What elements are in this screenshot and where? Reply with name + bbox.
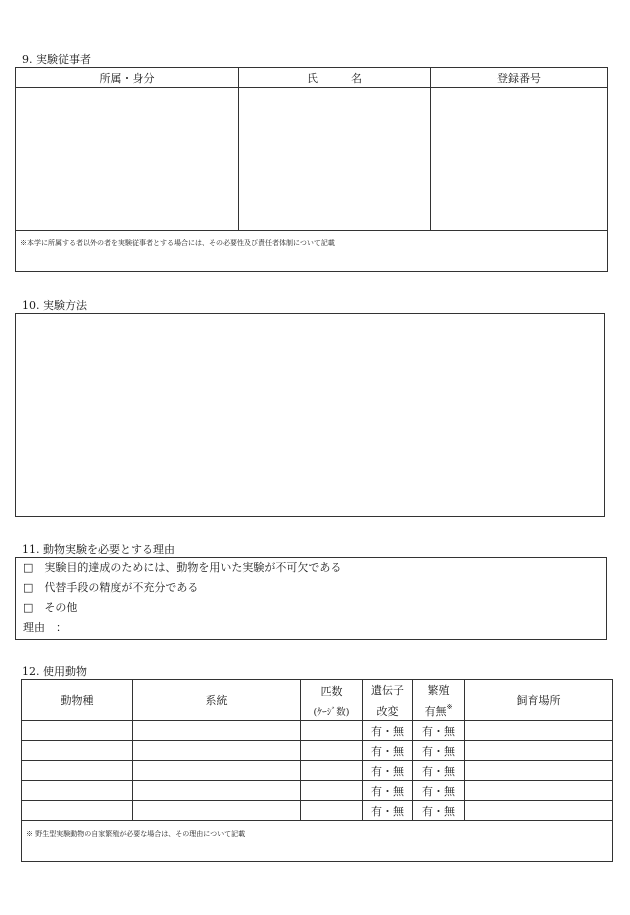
animals-table	[21, 679, 613, 862]
species-cell[interactable]	[22, 721, 133, 741]
species-cell[interactable]	[22, 781, 133, 801]
reason-text-label: 理由 ：	[23, 621, 67, 634]
breeding-choice[interactable]: 有・無	[413, 781, 465, 801]
count-cell[interactable]	[301, 761, 363, 781]
method-input-box[interactable]	[15, 313, 605, 517]
count-cell[interactable]	[301, 781, 363, 801]
staff-note-cell[interactable]	[16, 231, 608, 272]
animals-header-strain: 系統	[133, 680, 301, 721]
table-row	[22, 721, 613, 741]
table-row	[22, 801, 613, 821]
count-cell[interactable]	[301, 801, 363, 821]
animals-header-breeding	[413, 680, 465, 721]
species-cell[interactable]	[22, 801, 133, 821]
breeding-header-line2: 有無	[424, 704, 447, 718]
breeding-choice[interactable]: 有・無	[413, 761, 465, 781]
section-12-title: 12. 使用動物	[22, 665, 87, 678]
breeding-note-mark: ※	[446, 702, 453, 711]
strain-cell[interactable]	[133, 761, 301, 781]
strain-cell[interactable]	[133, 721, 301, 741]
reason-option-insufficient-alternative[interactable]: □ 代替手段の精度が不充分である	[23, 581, 199, 594]
staff-registration-cell[interactable]	[431, 88, 608, 231]
animals-note: ※ 野生型実験動物の自家繁殖が必要な場合は、その理由について記載	[26, 830, 246, 838]
reason-box	[15, 557, 607, 640]
count-cell[interactable]	[301, 741, 363, 761]
animals-header-species: 動物種	[22, 680, 133, 721]
species-cell[interactable]	[22, 741, 133, 761]
count-cell[interactable]	[301, 721, 363, 741]
gm-choice[interactable]: 有・無	[363, 741, 413, 761]
gm-choice[interactable]: 有・無	[363, 721, 413, 741]
gm-choice[interactable]: 有・無	[363, 761, 413, 781]
gm-header-line1: 遺伝子	[371, 683, 404, 697]
staff-header-name: 氏 名	[239, 68, 431, 88]
strain-cell[interactable]	[133, 781, 301, 801]
gm-choice[interactable]: 有・無	[363, 801, 413, 821]
location-cell[interactable]	[465, 801, 613, 821]
animals-header-count	[301, 680, 363, 721]
location-cell[interactable]	[465, 781, 613, 801]
staff-header-registration: 登録番号	[431, 68, 608, 88]
gm-choice[interactable]: 有・無	[363, 781, 413, 801]
breeding-header-line1: 繁殖	[427, 683, 450, 697]
species-cell[interactable]	[22, 761, 133, 781]
table-row	[22, 741, 613, 761]
table-row	[22, 761, 613, 781]
breeding-choice[interactable]: 有・無	[413, 741, 465, 761]
gm-header-line2: 改変	[376, 704, 399, 718]
staff-name-cell[interactable]	[239, 88, 431, 231]
animals-header-gm	[363, 680, 413, 721]
animals-note-cell[interactable]	[22, 821, 613, 862]
count-header-line1: 匹数	[320, 684, 343, 698]
table-row	[22, 781, 613, 801]
strain-cell[interactable]	[133, 741, 301, 761]
reason-option-other[interactable]: □ その他	[23, 601, 78, 614]
count-header-line2: (ｹｰｼﾞ数)	[313, 706, 350, 718]
location-cell[interactable]	[465, 761, 613, 781]
staff-affiliation-cell[interactable]	[16, 88, 239, 231]
strain-cell[interactable]	[133, 801, 301, 821]
section-11-title: 11. 動物実験を必要とする理由	[22, 543, 175, 556]
breeding-choice[interactable]: 有・無	[413, 801, 465, 821]
reason-option-essential[interactable]: □ 実験目的達成のためには、動物を用いた実験が不可欠である	[23, 561, 342, 574]
animals-header-location: 飼育場所	[465, 680, 613, 721]
staff-table	[15, 67, 608, 272]
location-cell[interactable]	[465, 721, 613, 741]
section-9-title: 9. 実験従事者	[22, 53, 91, 66]
section-10-title: 10. 実験方法	[22, 299, 87, 312]
staff-note: ※本学に所属する者以外の者を実験従事者とする場合には、その必要性及び責任者体制について記載	[20, 239, 335, 247]
staff-header-affiliation: 所属・身分	[16, 68, 239, 88]
location-cell[interactable]	[465, 741, 613, 761]
breeding-choice[interactable]: 有・無	[413, 721, 465, 741]
